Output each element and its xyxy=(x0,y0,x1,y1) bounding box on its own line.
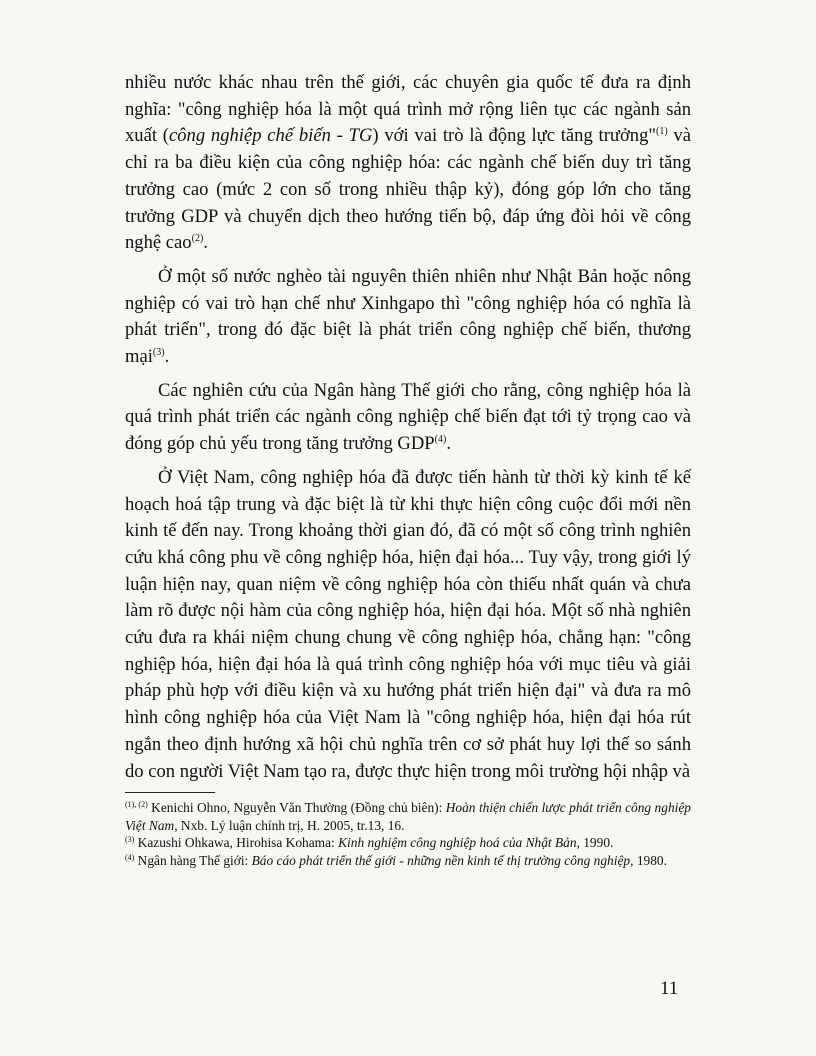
paragraph-1-italic: công nghiệp chế biến - TG xyxy=(168,125,373,147)
footnote-3-year: , 1990. xyxy=(576,835,614,851)
footnote-mark-3: (3) xyxy=(125,835,135,845)
footnote-mark-1-2: (1), (2) xyxy=(125,800,148,810)
paragraph-1 xyxy=(125,70,691,257)
paragraph-4 xyxy=(125,465,691,785)
page-number: 11 xyxy=(660,978,679,999)
footnote-4 xyxy=(125,852,691,870)
paragraph-1-text-a: nhiều nước khác nhau trên thế giới, các chuyên gia quốc tế đưa ra định nghĩa: "công nghiệp hóa là một quá trình mở rộng liên tục các ngành sản xuất ( xyxy=(125,72,691,147)
footnote-mark-4: (4) xyxy=(125,852,135,862)
footnote-4-title: Báo cáo phát triển thế giới - những nền kinh tế thị trường công nghiệp xyxy=(251,852,631,868)
footnote-4-author: Ngân hàng Thế giới: xyxy=(134,852,252,868)
footnote-1-2-author: Kenichi Ohno, Nguyễn Văn Thường (Đồng chủ biên): xyxy=(147,800,446,816)
paragraph-1-text-b: ) với vai trò là động lực tăng trưởng" xyxy=(372,125,656,147)
paragraph-3-text-a: Các nghiên cứu của Ngân hàng Thế giới cho rằng, công nghiệp hóa là quá trình phát triển các ngành công nghiệp chế biến đạt tới tỷ trọng cao và đóng góp chủ yếu trong tăng trưởng GDP xyxy=(125,379,691,455)
footnote-ref-2: (2) xyxy=(191,233,204,245)
paragraph-3 xyxy=(125,378,691,458)
footnote-3 xyxy=(125,834,691,852)
page-content xyxy=(125,70,691,869)
footnote-ref-1: (1) xyxy=(655,126,668,138)
paragraph-3-text-b: . xyxy=(446,433,451,455)
footnote-ref-3: (3) xyxy=(152,347,165,359)
footnote-3-title: Kinh nghiệm công nghiệp hoá của Nhật Bản xyxy=(338,835,577,851)
footnote-4-year: , 1980. xyxy=(630,852,667,868)
paragraph-2-text-a: Ở một số nước nghèo tài nguyên thiên nhiên như Nhật Bản hoặc nông nghiệp có vai trò hạn chế như Xinhgapo thì "công nghiệp hóa có nghĩa là phát triển", trong đó đặc biệt là phát triển công nghiệp chế biến, thương mại xyxy=(125,265,691,368)
footnote-ref-4: (4) xyxy=(434,434,447,446)
paragraph-2-text-b: . xyxy=(164,346,170,368)
footnote-1-2-title: Hoàn thiện chiến lược phát triển công nghiệp Việt Nam xyxy=(125,800,691,833)
body-text xyxy=(125,70,691,785)
paragraph-2 xyxy=(125,264,691,371)
footnote-1-2-publisher: , Nxb. Lý luận chính trị, H. 2005, tr.13, 16. xyxy=(174,817,405,833)
paragraph-1-text-c: và chỉ ra ba điều kiện của công nghiệp hóa: các ngành chế biến duy trì tăng trưởng cao (mức 2 con số trong nhiều thập kỷ), đóng góp lớn cho tăng trưởng GDP và chuyển dịch theo hướng tiến bộ, đáp ứng đòi hỏi về công nghệ cao xyxy=(125,125,691,254)
footnotes xyxy=(125,799,691,869)
footnote-1-2 xyxy=(125,799,691,834)
paragraph-1-text-d: . xyxy=(203,232,208,254)
footnote-divider xyxy=(125,792,215,793)
paragraph-4-text: Ở Việt Nam, công nghiệp hóa đã được tiến hành từ thời kỳ kinh tế kế hoạch hoá tập trung và đặc biệt là từ khi thực hiện công cuộc đổi mới nền kinh tế đến nay. Trong khoảng thời gian đó, đã có một số công trình nghiên cứu khá công phu về công nghiệp hóa, hiện đại hóa... Tuy vậy, trong giới lý luận hiện nay, quan niệm về công nghiệp hóa còn thiếu nhất quán và chưa làm rõ được nội hàm của công nghiệp hóa, hiện đại hóa. Một số nhà nghiên cứu đưa ra khái niệm chung chung về công nghiệp hóa, chẳng hạn: "công nghiệp hóa, hiện đại hóa là quá trình công nghiệp hóa với mục tiêu và giải pháp phù hợp với điều kiện và xu hướng phát triển hiện đại" và đưa ra mô hình công nghiệp hóa của Việt Nam là "công nghiệp hóa, hiện đại hóa rút ngắn theo định hướng xã hội chủ nghĩa trên cơ sở phát huy lợi thế so sánh do con người Việt Nam tạo ra, được thực hiện trong môi trường hội nhập và xyxy=(125,466,691,782)
footnote-3-author: Kazushi Ohkawa, Hirohisa Kohama: xyxy=(134,835,339,851)
